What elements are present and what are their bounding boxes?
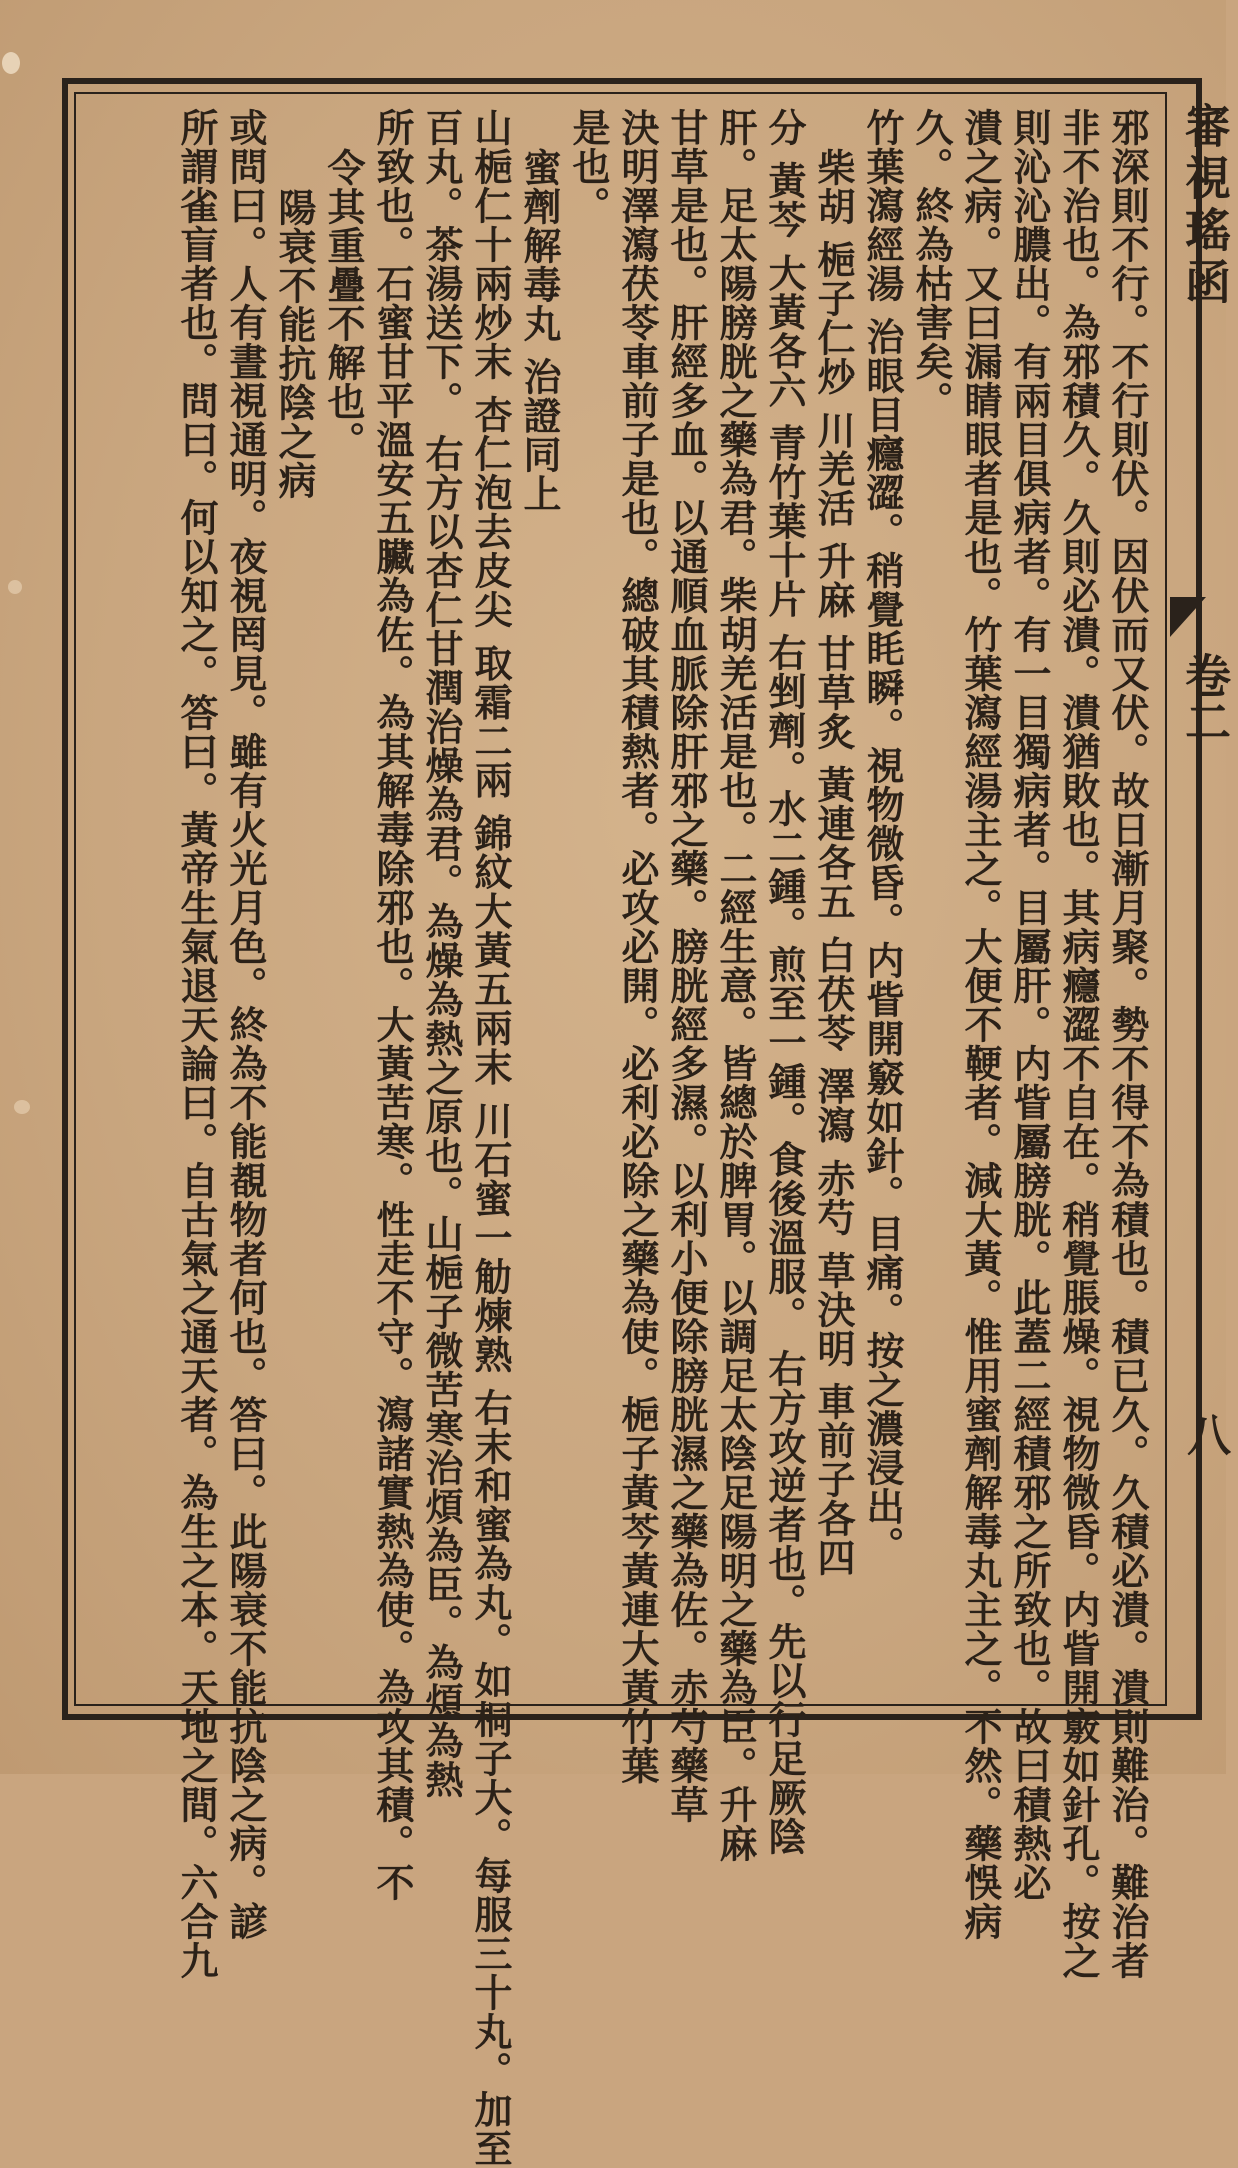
margin-strip [1170, 92, 1232, 1706]
text-column: 柴胡 梔子仁炒 川羌活 升麻 甘草炙 黃連各五 白茯苓 澤瀉 赤芍 草決明 車前子各四 [811, 148, 856, 1578]
text-column: 潰之病。又曰漏睛眼者是也。竹葉瀉經湯主之。大便不鞕者。減大黃。惟用蜜劑解毒丸主之。不然。藥悞病 [958, 108, 1003, 1941]
text-column: 久。終為枯害矣。 [909, 108, 954, 420]
text-column: 則沁沁膿出。有兩目俱病者。有一目獨病者。目屬肝。内眥屬膀胱。此蓋二經積邪之所致也。故曰積熱必 [1007, 108, 1052, 1902]
text-column: 所致也。石蜜甘平溫安五臟為佐。為其解毒除邪也。大黃苦寒。性走不守。瀉諸實熱為使。為攻其積。不 [370, 108, 415, 1902]
text-column: 是也。 [566, 108, 611, 225]
text-column: 所謂雀盲者也。問曰。何以知之。答曰。黃帝生氣退天論曰。自古氣之通天者。為生之本。天地之間。六合九 [174, 108, 219, 1980]
paper-wear-spot [8, 580, 22, 594]
fishtail-mark [1170, 597, 1206, 637]
formula-title-zhuye: 竹葉瀉經湯 治眼目癮澀。稍覺眊瞬。視物微昏。内眥開竅如針。目痛。按之濃浸出。 [860, 108, 905, 1566]
paper-wear-spot [2, 52, 20, 74]
book-title: 審視瑤函 [1178, 102, 1232, 310]
text-column: 分 黃芩 大黃各六 青竹葉十片 右剉劑。水二鍾。煎至一鍾。食後溫服。 右方攻逆者也。先以行足厥陰 [762, 108, 807, 1857]
text-column: 決明澤瀉茯苓車前子是也。總破其積熱者。必攻必開。必利必除之藥為使。梔子黃芩黃連大黃竹葉 [615, 108, 660, 1785]
paper-wear-spot [14, 1100, 30, 1114]
section-heading: 陽衰不能抗陰之病 [272, 188, 317, 500]
text-column: 山梔仁十兩炒末 杏仁泡去皮尖 取霜二兩 錦紋大黃五兩末 川石蜜一觔煉熟 右末和蜜為丸。如桐子大。每服三十丸。加至 [468, 108, 513, 2168]
text-column: 非不治也。為邪積久。久則必潰。潰猶敗也。其病癮澀不自在。稍覺脹燥。視物微昏。内眥開竅如針孔。按之 [1056, 108, 1101, 1980]
text-columns [172, 108, 1152, 2168]
formula-title-miji: 蜜劑解毒丸 治證同上 [517, 148, 562, 514]
text-column: 百丸。茶湯送下。 右方以杏仁甘潤治燥為君。為燥為熱之原也。山梔子微苦寒治煩為臣。為煩為熱 [419, 108, 464, 1800]
text-column: 邪深則不行。不行則伏。因伏而又伏。故日漸月聚。勢不得不為積也。積已久。久積必潰。潰則難治。難治者 [1105, 108, 1150, 1980]
text-column: 或問曰。人有晝視通明。夜視罔見。雖有火光月色。終為不能覩物者何也。答曰。此陽衰不能抗陰之病。諺 [223, 108, 268, 1941]
page-number: 八 [1179, 1412, 1230, 1456]
chapter-label: 卷二 [1178, 652, 1232, 744]
main-text [92, 108, 1152, 2168]
text-column: 肝。足太陽膀胱之藥為君。柴胡羌活是也。二經生意。皆總於脾胃。以調足太陰足陽明之藥為臣。升麻 [713, 108, 758, 1863]
text-column: 令其重疊不解也。 [321, 148, 366, 460]
text-column: 甘草是也。肝經多血。以通順血脈除肝邪之藥。膀胱經多濕。以利小便除膀胱濕之藥為佐。赤芍藥草 [664, 108, 709, 1824]
